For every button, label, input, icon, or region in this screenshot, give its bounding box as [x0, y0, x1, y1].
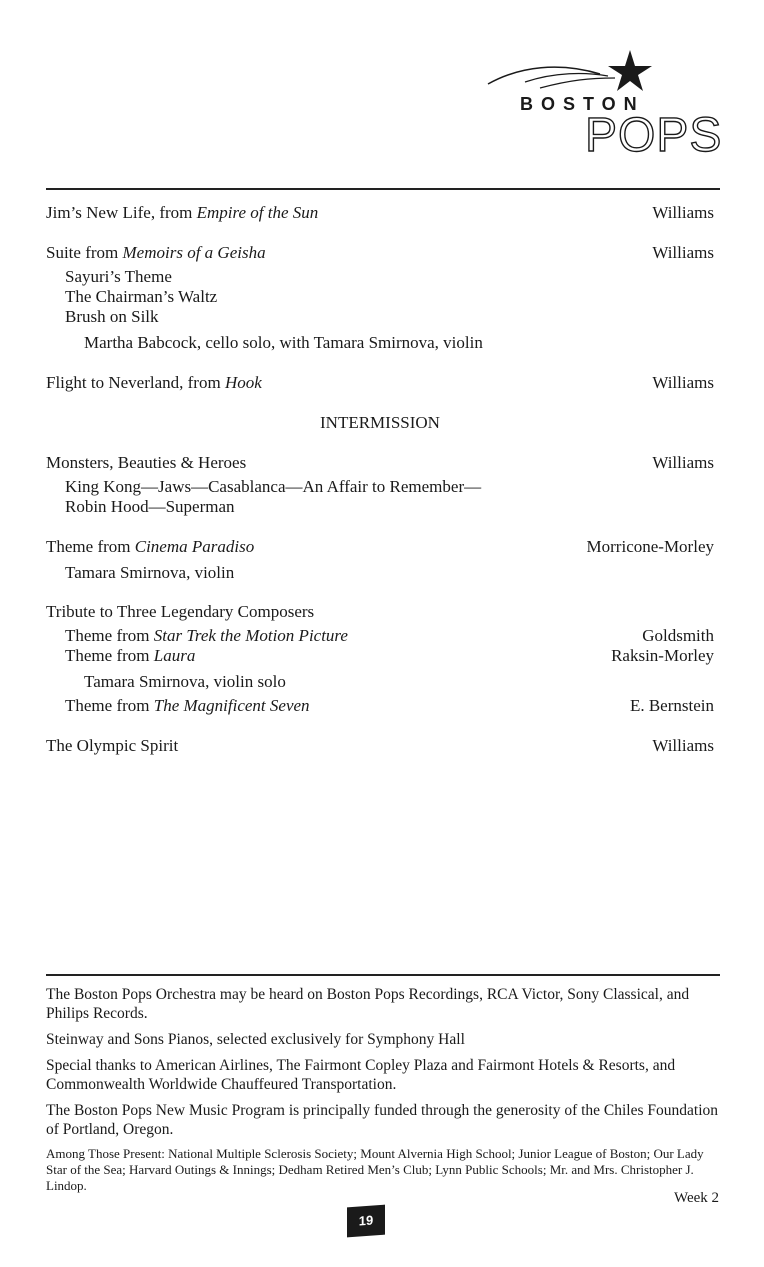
program-item: The Olympic Spirit Williams	[46, 736, 714, 755]
medley-line: Robin Hood—Superman	[65, 497, 235, 516]
movement: Sayuri’s Theme	[65, 267, 172, 286]
program-list	[46, 200, 714, 756]
composer: Goldsmith	[642, 626, 714, 645]
composer: Williams	[652, 203, 714, 222]
note-recordings: The Boston Pops Orchestra may be heard on Boston Pops Recordings, RCA Victor, Sony Classical, and Philips Records.	[46, 986, 690, 1022]
composer: Morricone-Morley	[586, 537, 714, 556]
program-subitem: Theme from Laura Raksin-Morley	[65, 646, 714, 665]
composer: Williams	[652, 373, 714, 392]
intermission: INTERMISSION	[320, 413, 440, 432]
bottom-rule	[46, 974, 720, 976]
soloist: Tamara Smirnova, violin solo	[84, 672, 286, 691]
program-item: Jim’s New Life, from Empire of the Sun Williams	[46, 203, 714, 222]
note-among-present: Among Those Present: National Multiple Sclerosis Society; Mount Alvernia High School; Junior League of Boston; Our Lady Star of the Sea; Harvard Outings & Innings; Dedham Retired Men’s Club; Lynn Public Schools; Mr. and Mrs. Christopher J. Lindop.	[46, 1146, 704, 1193]
logo-pops: POPS	[585, 109, 723, 162]
soloist: Tamara Smirnova, violin	[65, 563, 235, 582]
program-item: Suite from Memoirs of a Geisha Williams	[46, 243, 714, 262]
movement: Brush on Silk	[65, 307, 159, 326]
composer: Raksin-Morley	[611, 646, 714, 665]
week-label: Week 2	[674, 1190, 720, 1206]
composer: E. Bernstein	[629, 696, 714, 715]
composer: Williams	[652, 453, 714, 472]
medley-line: King Kong—Jaws—Casablanca—An Affair to Remember—	[65, 477, 482, 496]
composer: Williams	[652, 243, 714, 262]
program-item: Flight to Neverland, from Hook Williams	[46, 373, 714, 392]
boston-pops-logo	[480, 44, 723, 169]
top-rule	[46, 188, 720, 190]
soloist: Martha Babcock, cello solo, with Tamara Smirnova, violin	[84, 333, 483, 352]
movement: The Chairman’s Waltz	[65, 287, 218, 306]
page-number: 19	[347, 1205, 385, 1238]
note-pianos: Steinway and Sons Pianos, selected exclusively for Symphony Hall	[46, 1031, 465, 1048]
note-funding: The Boston Pops New Music Program is principally funded through the generosity of the Chiles Foundation of Portland, Oregon.	[46, 1102, 719, 1138]
program-item: Monsters, Beauties & Heroes Williams	[46, 453, 714, 472]
program-item: Theme from Cinema Paradiso Morricone-Morley	[46, 537, 714, 556]
program-item: Tribute to Three Legendary Composers	[46, 602, 315, 621]
notes	[46, 985, 726, 1201]
program-subitem: Theme from Star Trek the Motion Picture Goldsmith	[65, 626, 714, 645]
note-thanks: Special thanks to American Airlines, The Fairmont Copley Plaza and Fairmont Hotels & Resorts, and Commonwealth Worldwide Chauffeured Transportation.	[46, 1057, 676, 1093]
composer: Williams	[652, 736, 714, 755]
program-subitem: Theme from The Magnificent Seven E. Bernstein	[65, 696, 714, 715]
logo-boston: BOSTON	[520, 94, 645, 114]
